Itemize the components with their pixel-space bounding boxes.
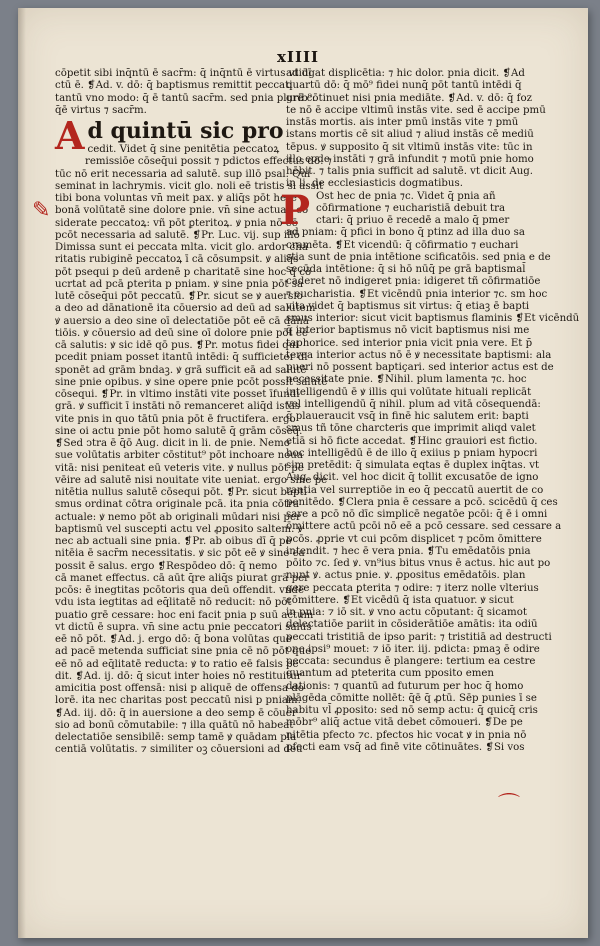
text-line: tibi bona voluntas vn̄ meit pax. ꝟ aliq̄s pōt here xyxy=(55,193,297,204)
text-line: sue volūtatis arbiter cōstitut⁹ pōt inchoare noua xyxy=(55,450,303,462)
text-line: seminat in lachrymis. vicit glo. noli eē tristis si assit xyxy=(55,180,324,192)
text-line: hoc intelligēdū ē de illo q̄ exiius p pniam hypocri xyxy=(286,447,538,459)
text-line: sare a pcō nō dīc simplicē negatōe pcōi: q̄ ē i omni xyxy=(286,509,548,520)
text-line: vēire ad salutē nisi nouitate vite ueniat. ergo sine pe xyxy=(55,474,328,486)
text-line: nitētia pfecto ⁊c. pfectos hic vocat ꝟ in pnia nō xyxy=(286,729,527,741)
folio-number: xIIII xyxy=(276,48,319,66)
text-line: eē nō pōt. ❡Ad. j. ergo dō: q̄ bona volūtas que xyxy=(55,634,292,645)
text-line: q̄ē virtus ⁊ sacr̄m. xyxy=(55,104,147,116)
binding-shadow xyxy=(18,8,26,938)
text-line: baptismū vel suscepti actu vel ꝓposito saltem. ꝟ xyxy=(55,523,303,535)
text-line: adiūgat displicētia: ⁊ hic dolor. pnia dicit. ❡Ad xyxy=(286,68,525,79)
text-line: vt dictū ē supra. vn̄ sine actu pnie peccatori salus xyxy=(55,621,312,633)
left-pre-heading xyxy=(55,68,316,117)
text-line: nec ab actuali sine pnia. ❡Pr. ab oibus dī q̄ pe xyxy=(55,536,292,547)
text-line: siderate peccatoꝝ: vñ pōt ꝑteritoꝝ. ꝟ pnia nō eē xyxy=(55,217,298,229)
text-line: stia sunt de pnia intētione scificatōis. sed pnia e de xyxy=(286,251,551,263)
text-line: eē nō ad eq̄litatē reducta: ꝟ to ratio eē falsis pe xyxy=(55,658,299,670)
text-line: habitu vl̄ ꝓposito: sed nō semp actu: q̄ quicq̄ cris xyxy=(286,705,538,716)
text-line: vitā: nisi peniteat eū veteris vite. ꝟ nullus pōt pe xyxy=(55,462,304,474)
text-line: pcedit pniam posset itantū intēdi: q̄ sufficieter dī xyxy=(55,352,308,364)
text-line: illo eode instāti ⁊ grā infundit ⁊ motū pnie homo xyxy=(286,153,534,165)
text-line: actuale: ꝟ nemo pōt ab originali mūdari nisi per xyxy=(55,511,301,523)
text-line: ❡Ad. iij. dō: q̄ in auersione a deo semp ē cōuer xyxy=(55,707,297,719)
text-line: mōbr⁹ aliq̄ actue vitā debet cōmoueri. ❡De pe xyxy=(286,717,523,729)
text-line: sponēt ad grām bndaꝫ. ꝟ grā sufficit eā ad salutē xyxy=(55,364,307,376)
heading-text: d quintū sic pro xyxy=(87,118,284,144)
text-line: tēpus. ꝟ supposito q̄ sit vltimū instās vite: tūc in xyxy=(286,141,533,153)
text-line: remissiōe cōseq̄ui possit ⁊ pdictos effectus dō: ⁊ xyxy=(85,156,332,168)
text-line: sine oi actu pnie pōt homo salutē q̄ grām cōseq̄. xyxy=(55,425,303,437)
right-post-initial xyxy=(286,190,580,755)
text-line: instās mortis. ais inter pmū instās vite ⁊ pmū xyxy=(286,117,519,128)
text-line: bonā volūtatē sine dolore pnie. vn̄ sine actuali cō xyxy=(55,205,309,217)
text-line: nitēia ē sacr̄m necessitatis. ꝟ sic pōt eē ꝟ sine ea xyxy=(55,548,305,560)
text-line: te nō ē accipe vltimū instās vite. sed ē accipe pmū xyxy=(286,104,546,116)
text-line: cedit. Videt q̄ sine penitētia peccatoꝝ xyxy=(87,144,280,155)
text-line: smus interior: sicut vicit baptismus flaminis ❡Et vicēndū xyxy=(286,313,580,324)
text-line: intelligendū ē ꝟ illis qui volūtate hituali replicāt xyxy=(286,386,532,398)
right-pre-initial xyxy=(286,68,546,191)
text-line: caderet nō indigeret pnia: idigeret tñ cōfirmatiōe xyxy=(286,276,541,288)
text-line: cōfirmatione ⁊ eucharistiā debuit tra xyxy=(316,202,506,214)
text-line: vita videt q̄ baptismus sit virtus: q̄ etiaꝫ ē bapti xyxy=(286,300,530,312)
text-line: ad pniam: q̄ pfici in bono q̄ ptinz ad illa duo sa xyxy=(286,227,525,239)
text-line: cā salutis: ꝟ sic idē qō pus. ❡Pr. motus fidei qui xyxy=(55,340,299,351)
text-line: ad pacē metenda sufficiat sine pnia cē nō pōt que xyxy=(55,646,312,658)
text-line: grā. ꝟ sufficit ī instāti nō remanceret aliq̄d istās xyxy=(55,401,301,413)
text-line: Aug. dicit. vel hoc dicit q̄ tollit excusatōe de igno xyxy=(286,472,539,484)
text-line: tiōis. ꝟ cōuersio ad deū sine oī dolore pnie pōt eē xyxy=(55,327,308,339)
text-line: necessitate pnie. ❡Nihil. plum lamenta ⁊c. hoc xyxy=(286,374,527,386)
text-line: ctū ē. ❡Ad. v. dō: q̄ baptismus remittit peccati xyxy=(55,80,293,92)
text-line: intendit. ⁊ hec ē vera pnia. ❡Tu emēdatōis pnia xyxy=(286,545,531,557)
text-line: sim pretēdit: q̄ simulata eqtas ē duplex inq̄tas. vt xyxy=(286,460,540,471)
left-post-heading xyxy=(55,144,332,757)
text-line: smus tñ tōne charcteris que imprimit aliqd valet xyxy=(286,423,536,435)
text-line: pōito ⁊c. ſed ꝟ. vn⁹ius bitus vnus ē actus. hic aut po xyxy=(286,558,551,569)
right-column xyxy=(280,68,580,754)
text-line: centiā volūtatis. ⁊ similiter oꝫ cōuersioni ad deū xyxy=(55,744,303,756)
text-line: a deo ad dānationē ita cōuersio ad deū ad salutem xyxy=(55,303,316,315)
text-line: etiā si hō ficte accedat. ❡Hinc grauiori est fictio. xyxy=(286,435,538,447)
text-line: dationis: ⁊ quantū ad futurum per hoc q̄ homo xyxy=(286,680,524,692)
text-line: peccati tristitiā de ipso parit: ⁊ tristitiā ad destructi xyxy=(286,631,552,643)
text-line: cōpetit sibi inq̄ntū ē sacr̄m: q̄ inq̄ntū ē virtus vt dī xyxy=(55,68,312,79)
text-line: delectatiōe pariit in cōsiderātiōe amātis: ita odiū xyxy=(286,619,538,631)
text-line: pfecti eam vsq̄ ad finē vite cōtinuātes. ❡Si vos xyxy=(286,741,525,753)
text-line: plāgēda cōmitte nollēt: q̄ē q̄ ꝓtū. Sēp punies ī se xyxy=(286,692,537,704)
text-line: pōt psequi p deū ardenē p charitatē sine hoc q̄ cō xyxy=(55,266,312,278)
text-line: nunt ꝟ. actus pnie. ꝟ. ꝓpositus emēdatōis. plan xyxy=(286,570,526,582)
text-line: hēbit. ⁊ talis pnia sufficit ad salutē. vt dicit Aug. xyxy=(286,166,534,177)
text-line: tantū vno modo: q̄ ē tantū sacr̄m. sed pnia plurib⁹: xyxy=(55,92,316,104)
text-line: pcōs. ꝓprie vt cui pcōm displicet ⁊ pcōm ōmittere xyxy=(286,533,542,545)
text-line: vel intelligendū q̄ nihil. plum ad vitā cōsequendā: xyxy=(286,398,541,410)
text-line: vite pnis in quo tātū pnia pōt ē fructifera. ergo xyxy=(55,413,296,425)
margin-red-flourish: ⌒ xyxy=(498,793,521,818)
text-line: in li. de ecclesiasticis dogmatibus. xyxy=(286,178,463,190)
text-line: penitēdo. ❡Clera pnia ē cessare a pcō. scicēdū q̄ ces xyxy=(286,496,558,508)
text-line: ōmittere actū pcōi nō eē a pcō cessare. sed cessare a xyxy=(286,521,562,533)
red-initial-p: P xyxy=(280,186,311,234)
text-line: q̄ interior baptismus nō vicit baptismus nisi me xyxy=(286,325,530,337)
text-line: pueri nō possent baptiçari. sed interior actus est de xyxy=(286,362,554,373)
text-line: gere peccata ꝑterita ⁊ odire: ⁊ iterz nolle vlterius xyxy=(286,582,539,594)
text-line: possit ē salus. ergo ❡Respōdeo dō: q̄ nemo xyxy=(55,560,278,572)
text-line: ❡Sed ↄtra ē q̄ō Aug. dicit in li. de pnie. Nemo xyxy=(55,438,290,449)
text-line: cōsequi. ❡Pr. in vltimo instāti vite posset īfundi xyxy=(55,389,300,400)
text-line: quartū dō: q̄ mō⁹ fidei nunq̄ pōt tantū intēdi q̄ xyxy=(286,80,522,92)
text-line: lorē. ita nec charitas post peccatū nisi p pniam. xyxy=(55,695,301,707)
text-line: nitētia nullus salutē cōsequi pōt. ❡Pr. sicut bapti xyxy=(55,487,307,498)
text-line: Dimissa sunt ei peccata mlta. vicit glo. ardor cha xyxy=(55,242,308,253)
text-line: vdu ista iegtitas ad eq̄litatē nō reducit: nō pōt xyxy=(55,597,292,609)
initial-block xyxy=(280,186,580,755)
text-line: rantia vel surreptiōe in eo q̄ peccatū auertit de co xyxy=(286,484,544,496)
text-line: Ost hec de pnia ⁊c. Videt q̄ pnia añ xyxy=(316,190,496,202)
text-line: ⁊ eucharistia. ❡Et vicēndū pnia interior ⁊c. sm hoc xyxy=(286,288,548,300)
text-line: q̄ plaueraucit vsq̄ in finē hic salutem erit: bapti xyxy=(286,411,529,422)
text-line: cōmittere. ❡Et vicēdū q̄ ista quatuor. ꝟ sicut xyxy=(286,594,514,606)
text-line: amicitia post offensā: nisi p aliquē de offensa do xyxy=(55,683,304,694)
text-line: secūda intētione: q̄ si hō nūq̄ pe grā baptismal̄ xyxy=(286,264,526,275)
text-line: istans mortis cē sit aliud ⁊ aliud instās cē mediū xyxy=(286,129,534,141)
text-line: delectatiōe sensibilē: semp tamē ꝟ quādam pla xyxy=(55,732,297,743)
text-line: quantum ad pteterita cum pposito emen xyxy=(286,668,494,680)
text-line: puatio grē cessare: hoc eni facit pnia p suū actum xyxy=(55,609,314,621)
text-line: terea interior actus nō ē ꝟ necessitate baptismi: ala xyxy=(286,349,552,361)
red-initial-a: A xyxy=(55,113,85,158)
text-line: in pnia: ⁊ iō sit. ꝟ vno actu cōputant: q̄ sicamot xyxy=(286,607,527,618)
text-line: pcōs: ē inegtitas pcōtoris qua deū offendit. vnde xyxy=(55,585,304,596)
left-column xyxy=(55,68,332,757)
text-line: taphorice. sed interior pnia vicit pnia vere. Et p̄ xyxy=(286,337,533,349)
text-line: ucrtat ad pcā ꝑterita p pniam. ꝟ sine pnia pōt sa xyxy=(55,278,304,290)
text-line: tūc nō erit necessaria ad salutē. sup illō psal. Qui xyxy=(55,168,311,180)
manuscript-page xyxy=(18,8,588,938)
text-line: grē cōtinuet nisi pnia mediāte. ❡Ad. v. dō: q̄ foz xyxy=(286,92,532,104)
text-line: sio ad bonū cōmutabile: ⁊ illa quātū nō habeat xyxy=(55,719,294,731)
text-line: dit. ❡Ad. ij. dō: q̄ sicut inter hoies nō restituitur xyxy=(55,670,302,682)
text-line: ctari: q̄ priuo ē recedē a malo q̄ pmer xyxy=(316,215,510,226)
margin-red-scribble: ✎ xyxy=(32,198,51,223)
text-line: one ipsi⁹ mouet: ⁊ iō iter. iij. pdicta: pmaꝫ ē odire xyxy=(286,643,540,655)
text-line: ꝟ auersio a deo sine oī delectatiōe pōt eē cā dānā xyxy=(55,315,309,327)
text-line: cramēta. ❡Et vicendū: q̄ cōfirmatio ⁊ euchari xyxy=(286,239,519,251)
text-line: ritatis rubiginē peccatoꝝ ī cā cōsumpsit. ꝟ aliq̄s xyxy=(55,254,299,266)
text-line: cā manet effectus. cā aūt q̄re aliq̄s piurat grā per xyxy=(55,572,309,584)
text-line: smus ordinat cōtra originale pcā. ita pnia cōtra xyxy=(55,499,299,511)
text-line: pcōt necessaria ad salutē. ❡Pr. Luc. vij. sup illō xyxy=(55,229,300,241)
text-line: sine pnie opibus. ꝟ sine opere pnie pcōt possit salutē xyxy=(55,376,328,388)
text-line: lutē cōseq̄ui pōt peccatū. ❡Pr. sicut se ꝟ auersio xyxy=(55,291,303,302)
text-line: peccata: secundus ē plangere: tertium ea cestre xyxy=(286,656,536,667)
